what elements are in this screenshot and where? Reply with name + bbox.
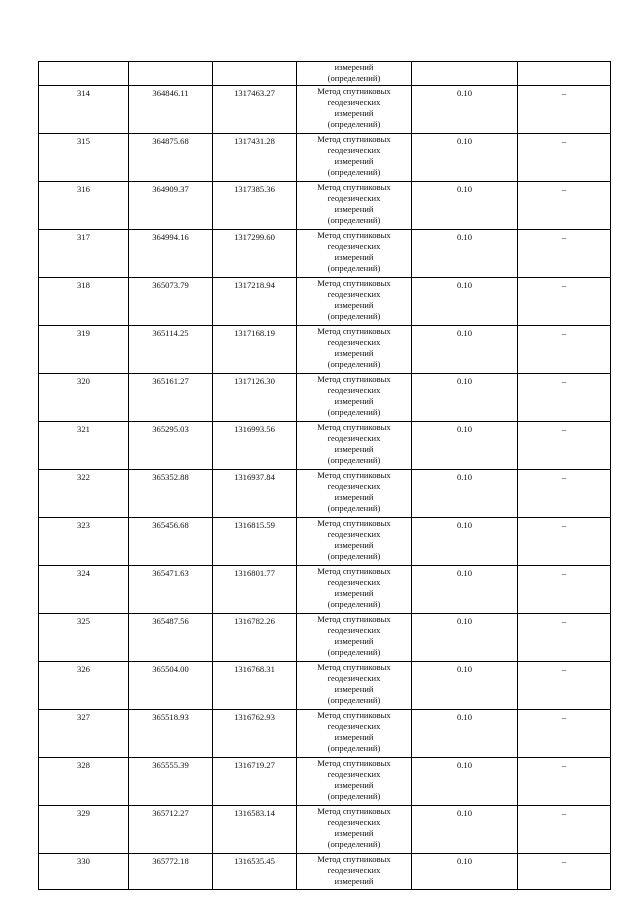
method-line: (определений) (327, 503, 381, 514)
cell-x: 365487.56 (129, 613, 213, 661)
method-line: (определений) (327, 839, 381, 850)
cell-description: – (518, 181, 611, 229)
cell-number: 326 (39, 661, 129, 709)
cell-precision: 0.10 (412, 181, 518, 229)
cell-y: 1316801.77 (213, 565, 297, 613)
method-line: Метод спутниковых (317, 85, 391, 96)
cell-description: – (518, 277, 611, 325)
cell-y: 1316719.27 (213, 757, 297, 805)
cell-description: – (518, 853, 611, 889)
method-line: Метод спутниковых (317, 373, 391, 384)
method-line: (определений) (327, 263, 381, 274)
cell-x: 365518.93 (129, 709, 213, 757)
cell-number: 323 (39, 517, 129, 565)
cell-description: – (518, 229, 611, 277)
method-line: (определений) (327, 791, 381, 802)
method-line: (определений) (327, 167, 381, 178)
table-row (39, 661, 611, 709)
cell-precision: 0.10 (412, 229, 518, 277)
method-line: измерений (334, 636, 374, 646)
method-line: измерений (334, 396, 374, 406)
cell-y: 1316937.84 (213, 469, 297, 517)
cell-method (297, 277, 412, 325)
method-line: измерений (334, 348, 374, 358)
cell-y: 1317126.30 (213, 373, 297, 421)
method-line: геодезических (327, 336, 381, 347)
table-row (39, 133, 611, 181)
method-line: измерений (334, 780, 374, 790)
method-line: Метод спутниковых (317, 565, 391, 576)
method-line: (определений) (327, 599, 381, 610)
table-row (39, 757, 611, 805)
cell-precision: 0.10 (412, 757, 518, 805)
method-line: измерений (334, 492, 374, 502)
method-line: Метод спутниковых (317, 277, 391, 288)
cell-precision: 0.10 (412, 421, 518, 469)
cell-number: 325 (39, 613, 129, 661)
cell-number: 319 (39, 325, 129, 373)
method-line: (определений) (327, 311, 381, 322)
cell-x: 365456.68 (129, 517, 213, 565)
table-row (39, 805, 611, 853)
method-line: измерений (334, 252, 374, 262)
cell-precision: 0.10 (412, 853, 518, 889)
method-line: Метод спутниковых (317, 517, 391, 528)
method-line: геодезических (327, 432, 381, 443)
cell-x: 365712.27 (129, 805, 213, 853)
cell-y: 1316782.26 (213, 613, 297, 661)
cell-precision: 0.10 (412, 469, 518, 517)
method-line: геодезических (327, 480, 381, 491)
cell-precision: 0.10 (412, 517, 518, 565)
table-body (39, 62, 611, 890)
cell-x: 365471.63 (129, 565, 213, 613)
method-line: измерений (334, 300, 374, 310)
cell-x: 365114.25 (129, 325, 213, 373)
method-line: геодезических (327, 192, 381, 203)
cell-method (297, 229, 412, 277)
method-line: Метод спутниковых (317, 229, 391, 240)
cell-x: 365352.88 (129, 469, 213, 517)
method-line: Метод спутниковых (317, 613, 391, 624)
method-line: измерений (334, 684, 374, 694)
method-line: (определений) (327, 743, 381, 754)
method-line: измерений (334, 540, 374, 550)
table-row (39, 181, 611, 229)
method-line: геодезических (327, 720, 381, 731)
method-line: геодезических (327, 816, 381, 827)
table-row (39, 85, 611, 133)
cell-x: 364875.68 (129, 133, 213, 181)
cell-method (297, 613, 412, 661)
method-line: Метод спутниковых (317, 181, 391, 192)
table-row (39, 709, 611, 757)
cell-method (297, 853, 412, 889)
cell-number: 317 (39, 229, 129, 277)
cell-method (297, 469, 412, 517)
method-line: геодезических (327, 528, 381, 539)
cell-description: – (518, 661, 611, 709)
cell-description: – (518, 133, 611, 181)
method-line: (определений) (327, 695, 381, 706)
cell-number: 321 (39, 421, 129, 469)
cell-x: 365295.03 (129, 421, 213, 469)
cell-x (129, 62, 213, 86)
method-line: геодезических (327, 624, 381, 635)
cell-y: 1316762.93 (213, 709, 297, 757)
method-line: (определений) (327, 215, 381, 226)
method-line: геодезических (327, 768, 381, 779)
table-row (39, 421, 611, 469)
method-line: Метод спутниковых (317, 757, 391, 768)
cell-number: 314 (39, 85, 129, 133)
cell-y: 1316993.56 (213, 421, 297, 469)
cell-y: 1317168.19 (213, 325, 297, 373)
cell-number: 322 (39, 469, 129, 517)
cell-y: 1316768.31 (213, 661, 297, 709)
cell-description (518, 62, 611, 86)
method-line: (определений) (327, 73, 381, 84)
cell-x: 365772.18 (129, 853, 213, 889)
cell-x: 364994.16 (129, 229, 213, 277)
method-line: геодезических (327, 288, 381, 299)
cell-method (297, 85, 412, 133)
coordinates-table (38, 61, 611, 890)
cell-number: 318 (39, 277, 129, 325)
table-row (39, 325, 611, 373)
method-line: измерений (334, 876, 374, 886)
cell-method (297, 325, 412, 373)
method-line: Метод спутниковых (317, 133, 391, 144)
method-line: измерений (334, 108, 374, 118)
cell-number: 316 (39, 181, 129, 229)
table-row (39, 853, 611, 889)
cell-number: 324 (39, 565, 129, 613)
method-line: (определений) (327, 551, 381, 562)
cell-precision: 0.10 (412, 373, 518, 421)
cell-method (297, 517, 412, 565)
table-row (39, 469, 611, 517)
table-row-continuation (39, 62, 611, 86)
method-line: геодезических (327, 144, 381, 155)
cell-y: 1317431.28 (213, 133, 297, 181)
method-line: измерений (334, 444, 374, 454)
cell-precision: 0.10 (412, 133, 518, 181)
cell-x: 364846.11 (129, 85, 213, 133)
table-row (39, 517, 611, 565)
cell-precision: 0.10 (412, 709, 518, 757)
method-line: геодезических (327, 384, 381, 395)
cell-method (297, 805, 412, 853)
cell-description: – (518, 469, 611, 517)
method-line: (определений) (327, 647, 381, 658)
cell-y: 1317385.36 (213, 181, 297, 229)
cell-y (213, 62, 297, 86)
cell-x: 365073.79 (129, 277, 213, 325)
method-line: геодезических (327, 864, 381, 875)
cell-method (297, 757, 412, 805)
cell-x: 365161.27 (129, 373, 213, 421)
cell-description: – (518, 85, 611, 133)
cell-y: 1317299.60 (213, 229, 297, 277)
cell-description: – (518, 421, 611, 469)
cell-method (297, 709, 412, 757)
cell-method (297, 565, 412, 613)
method-line: (определений) (327, 119, 381, 130)
cell-method (297, 421, 412, 469)
method-line: геодезических (327, 672, 381, 683)
method-line: Метод спутниковых (317, 421, 391, 432)
cell-precision: 0.10 (412, 613, 518, 661)
table-row (39, 613, 611, 661)
cell-number: 315 (39, 133, 129, 181)
cell-description: – (518, 325, 611, 373)
method-line: Метод спутниковых (317, 805, 391, 816)
method-line: измерений (334, 156, 374, 166)
cell-description: – (518, 757, 611, 805)
cell-method (297, 661, 412, 709)
cell-method (297, 62, 412, 86)
cell-precision (412, 62, 518, 86)
cell-description: – (518, 709, 611, 757)
method-line: измерений (334, 204, 374, 214)
method-line: геодезических (327, 96, 381, 107)
cell-precision: 0.10 (412, 85, 518, 133)
cell-x: 365504.00 (129, 661, 213, 709)
cell-number (39, 62, 129, 86)
method-line: Метод спутниковых (317, 709, 391, 720)
method-line: измерений (334, 588, 374, 598)
cell-description: – (518, 805, 611, 853)
table-row (39, 277, 611, 325)
cell-number: 330 (39, 853, 129, 889)
cell-precision: 0.10 (412, 565, 518, 613)
table-row (39, 373, 611, 421)
cell-number: 329 (39, 805, 129, 853)
method-line: геодезических (327, 576, 381, 587)
method-line: Метод спутниковых (317, 469, 391, 480)
cell-precision: 0.10 (412, 661, 518, 709)
cell-description: – (518, 517, 611, 565)
table-row (39, 229, 611, 277)
method-line: измерений (334, 828, 374, 838)
table-row (39, 565, 611, 613)
method-line: геодезических (327, 240, 381, 251)
cell-x: 364909.37 (129, 181, 213, 229)
cell-method (297, 373, 412, 421)
method-line: измерений (334, 62, 374, 72)
cell-y: 1317463.27 (213, 85, 297, 133)
cell-number: 328 (39, 757, 129, 805)
method-line: Метод спутниковых (317, 325, 391, 336)
cell-description: – (518, 565, 611, 613)
method-line: измерений (334, 732, 374, 742)
cell-precision: 0.10 (412, 805, 518, 853)
cell-y: 1317218.94 (213, 277, 297, 325)
cell-method (297, 181, 412, 229)
method-line: Метод спутниковых (317, 853, 391, 864)
cell-description: – (518, 613, 611, 661)
cell-precision: 0.10 (412, 277, 518, 325)
method-line: (определений) (327, 407, 381, 418)
cell-y: 1316583.14 (213, 805, 297, 853)
cell-x: 365555.39 (129, 757, 213, 805)
cell-number: 320 (39, 373, 129, 421)
cell-number: 327 (39, 709, 129, 757)
cell-method (297, 133, 412, 181)
method-line: Метод спутниковых (317, 661, 391, 672)
cell-precision: 0.10 (412, 325, 518, 373)
cell-description: – (518, 373, 611, 421)
cell-y: 1316815.59 (213, 517, 297, 565)
cell-y: 1316535.45 (213, 853, 297, 889)
method-line: (определений) (327, 455, 381, 466)
method-line: (определений) (327, 359, 381, 370)
